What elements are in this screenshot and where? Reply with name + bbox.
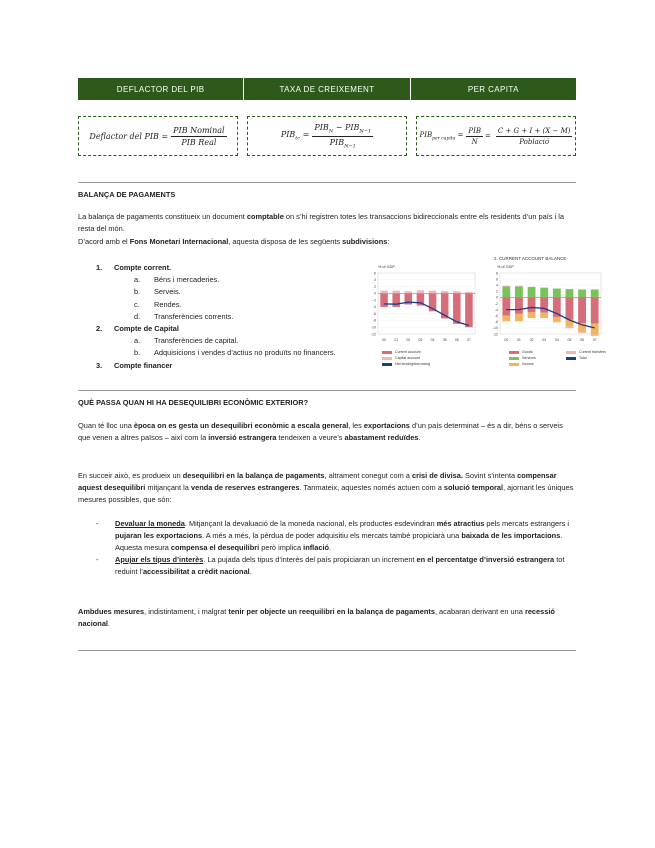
legend-item: Services — [509, 356, 536, 360]
legend-item: Total — [566, 356, 587, 360]
bar-goods — [591, 297, 599, 323]
y-tick-label: -8 — [372, 318, 376, 323]
growth-denominator: $PIB_{N-1}$ — [329, 137, 356, 150]
list-subitem: a. Transferències de capital. — [134, 336, 239, 346]
percap-lhs: $PIB_{per capita}$ = — [419, 130, 464, 142]
x-tick-label: 03 — [418, 338, 423, 342]
percap-fraction-b — [496, 127, 573, 146]
bar-current-account — [465, 293, 473, 327]
header-taxa-creixement: TAXA DE CREIXEMENT — [244, 78, 410, 100]
list-subitem: b. Adquisicions i vendes d’actius no produïts no financers. — [134, 348, 336, 358]
bar-capital-account — [405, 291, 413, 293]
percap-b-denominator: Població — [519, 137, 550, 146]
bar-current-transfers — [502, 286, 510, 287]
bar-capital-account — [380, 291, 388, 294]
x-tick-label: 00 — [382, 338, 387, 342]
y-tick-label: 4 — [374, 278, 376, 283]
x-tick-label: 04 — [430, 338, 435, 342]
bar-goods — [578, 297, 586, 323]
formula-row — [78, 116, 576, 158]
deflator-denominator: PIB Real — [181, 137, 217, 147]
y-tick-label: 8 — [496, 271, 498, 276]
bar-capital-account — [441, 291, 449, 293]
bar-income — [540, 313, 548, 318]
growth-numerator: $PIB_N - PIB_{N-1}$ — [314, 122, 372, 135]
percap-a-denominator: N — [471, 137, 478, 146]
bar-services — [540, 288, 548, 298]
bar-goods — [540, 297, 548, 312]
current-account-chart-left — [364, 270, 478, 344]
deflator-formula — [78, 116, 238, 156]
bar-current-account — [380, 293, 388, 307]
bar-current-transfers — [591, 335, 599, 337]
divider-2 — [78, 390, 576, 391]
legend-item: Income — [509, 362, 534, 366]
x-tick-label: 04 — [554, 338, 559, 342]
exterior-paragraph-2: En succeir això, es produeix un desequilibri en la balança de pagaments, altrament conegut com a crisi de divisa. Sovint s’intenta compensar aquest desequilibri mitjançant la venda de reserves estrangeres. Tanmateix, aquestes només actuen com a solució temporal, ajornant les úniques mesures possibles, que són: — [78, 471, 574, 504]
header-per-capita: PER CAPITA — [411, 78, 576, 100]
legend-swatch — [382, 357, 392, 360]
deflator-lhs: Deflactor del PIB = — [89, 131, 169, 141]
y-tick-label: -10 — [492, 326, 498, 331]
bar-current-account — [453, 293, 461, 324]
legend-item: Current account — [382, 350, 421, 354]
list-item: 2. Compte de Capital — [96, 324, 179, 334]
x-tick-label: 06 — [454, 338, 459, 342]
x-tick-label: 06 — [580, 338, 585, 342]
list-subitem: d. Transferències corrents. — [134, 311, 234, 321]
bar-capital-account — [453, 291, 461, 293]
legend-item: Capital account — [382, 356, 420, 360]
subdivision-list — [96, 262, 356, 372]
x-tick-label: 01 — [516, 338, 521, 342]
bar-services — [515, 286, 523, 297]
deflator-numerator: PIB Nominal — [173, 125, 225, 135]
right-chart-title: 2. CURRENT ACCOUNT BALANCE — [494, 256, 567, 261]
bar-goods — [502, 297, 510, 315]
y-tick-label: -8 — [494, 320, 498, 325]
list-subitem: a. Béns i mercaderies. — [134, 275, 220, 285]
x-tick-label: 02 — [529, 338, 534, 342]
bar-services — [566, 289, 574, 297]
section-title-balanca: BALANÇA DE PAGAMENTS — [78, 190, 176, 199]
legend-swatch — [382, 363, 392, 366]
y-tick-label: -4 — [494, 307, 498, 312]
y-tick-label: 2 — [496, 289, 498, 294]
y-tick-label: 4 — [496, 283, 498, 288]
bar-capital-account — [392, 291, 400, 294]
x-tick-label: 07 — [592, 338, 597, 342]
left-chart-unit: % of GDP — [378, 265, 395, 269]
bar-services — [591, 289, 599, 297]
list-subitem: c. Rendes. — [134, 299, 182, 309]
x-tick-label: 05 — [442, 338, 447, 342]
measure-apujar-tipus: - Apujar els tipus d’interès. La pujada dels tipus d’interès del país propiciaran un increment en el percentatge d’inversió estrangera tot reduint l’accessibilitat a crèdit nacional. — [96, 555, 565, 576]
bar-goods — [566, 297, 574, 319]
bar-capital-account — [429, 291, 437, 294]
x-tick-label: 03 — [542, 338, 547, 342]
current-account-chart-right — [486, 270, 604, 344]
bar-current-transfers — [515, 286, 523, 287]
bar-capital-account — [465, 292, 473, 293]
x-tick-label: 00 — [504, 338, 509, 342]
measure-devaluar: - Devaluar la moneda. Mitjançant la devaluació de la moneda nacional, els productes esdevindran més atractius pels mercats estrangers i pujaran les exportacions. A més a més, la pèrdua de poder adquisitiu els mercats també propiciarà una baixada de les importacions. Aquesta mesura compensa el desequilibri però implica inflació. — [96, 519, 569, 552]
formula-header-row — [78, 78, 576, 100]
bar-services — [528, 287, 536, 297]
y-tick-label: -6 — [494, 314, 498, 318]
per-capita-formula: $PIB_{per capita}$ = $\frac{\text{PIB}}{N}$ = $\frac{C + G + I + (X - M)}{\text{Població}}$ — [416, 116, 576, 156]
y-tick-label: 0 — [496, 295, 498, 300]
bar-current-transfers — [578, 332, 586, 333]
x-tick-label: 02 — [406, 338, 411, 342]
bar-income — [553, 317, 561, 322]
percap-a-numerator: PIB — [468, 126, 481, 135]
x-tick-label: 05 — [567, 338, 572, 342]
y-tick-label: -2 — [494, 301, 498, 306]
bar-income — [515, 314, 523, 321]
legend-item: Goods — [509, 350, 533, 354]
y-tick-label: 0 — [374, 291, 376, 296]
growth-lhs: $PIB_{tc}$ = — [280, 130, 310, 142]
header-deflactor: DEFLACTOR DEL PIB — [78, 78, 244, 100]
exterior-paragraph-1: Quan té lloc una època on es gesta un desequilibri econòmic a escala general, les exportacions d’un país determinat – és a dir, béns o serveis que venen a altres països – així com la inversió estrangera tendeixen a veure’s abastament reduïdes. — [78, 421, 563, 442]
list-item: 1. Compte corrent. — [96, 263, 172, 272]
bar-income — [591, 324, 599, 335]
x-tick-label: 07 — [466, 338, 471, 342]
percap-b-numerator: C + G + I + (X − M) — [497, 126, 571, 135]
bar-income — [528, 312, 536, 318]
section-title-exterior: QUÈ PASSA QUAN HI HA DESEQUILIBRI ECONÒMIC EXTERIOR? — [78, 398, 309, 407]
y-tick-label: -2 — [372, 298, 376, 303]
growth-formula — [247, 116, 407, 156]
list-subitem: b. Serveis. — [134, 287, 181, 297]
divider-3 — [78, 650, 576, 651]
bar-current-transfers — [553, 322, 561, 323]
exterior-paragraph-3: Ambdues mesures, indistintament, i malgrat tenir per objecte un reequilibri en la balança de pagaments, acabaran derivant en una recessió nacional. — [78, 607, 555, 628]
percap-fraction-a — [466, 127, 483, 146]
legend-item: Net lending/borrowing — [382, 362, 430, 366]
bar-services — [553, 289, 561, 298]
y-tick-label: 6 — [374, 271, 376, 276]
y-tick-label: -10 — [370, 325, 376, 330]
bar-services — [578, 289, 586, 297]
balanca-paragraph-1: La balança de pagaments constitueix un document comptable on s’hi registren totes les transaccions bidireccionals entre els residents d’un país i la resta del món. — [78, 212, 565, 233]
bar-current-transfers — [540, 318, 548, 319]
balanca-paragraph-2: D’acord amb el Fons Monetari Internacional, aquesta disposa de les següents subdivisions: — [78, 237, 390, 246]
bar-goods — [528, 297, 536, 312]
divider-1 — [78, 182, 576, 183]
x-tick-label: 01 — [394, 338, 399, 342]
y-tick-label: -12 — [370, 332, 376, 337]
bar-current-account — [392, 293, 400, 307]
growth-fraction — [312, 123, 373, 149]
list-item: 3. Compte financer — [96, 360, 173, 370]
right-chart-unit: % of GDP — [497, 265, 514, 269]
bar-current-transfers — [566, 326, 574, 328]
bar-goods — [515, 297, 523, 313]
legend-item: Current transfers — [566, 350, 606, 354]
y-tick-label: 2 — [374, 284, 376, 289]
bar-services — [502, 286, 510, 297]
deflator-fraction — [171, 126, 226, 147]
legend-swatch — [382, 351, 392, 354]
y-tick-label: -4 — [372, 305, 376, 310]
measures-list — [96, 518, 576, 578]
bar-income — [502, 316, 510, 321]
y-tick-label: 6 — [496, 277, 498, 282]
y-tick-label: -12 — [492, 332, 498, 337]
bar-capital-account — [417, 290, 425, 293]
y-tick-label: -6 — [372, 311, 376, 316]
